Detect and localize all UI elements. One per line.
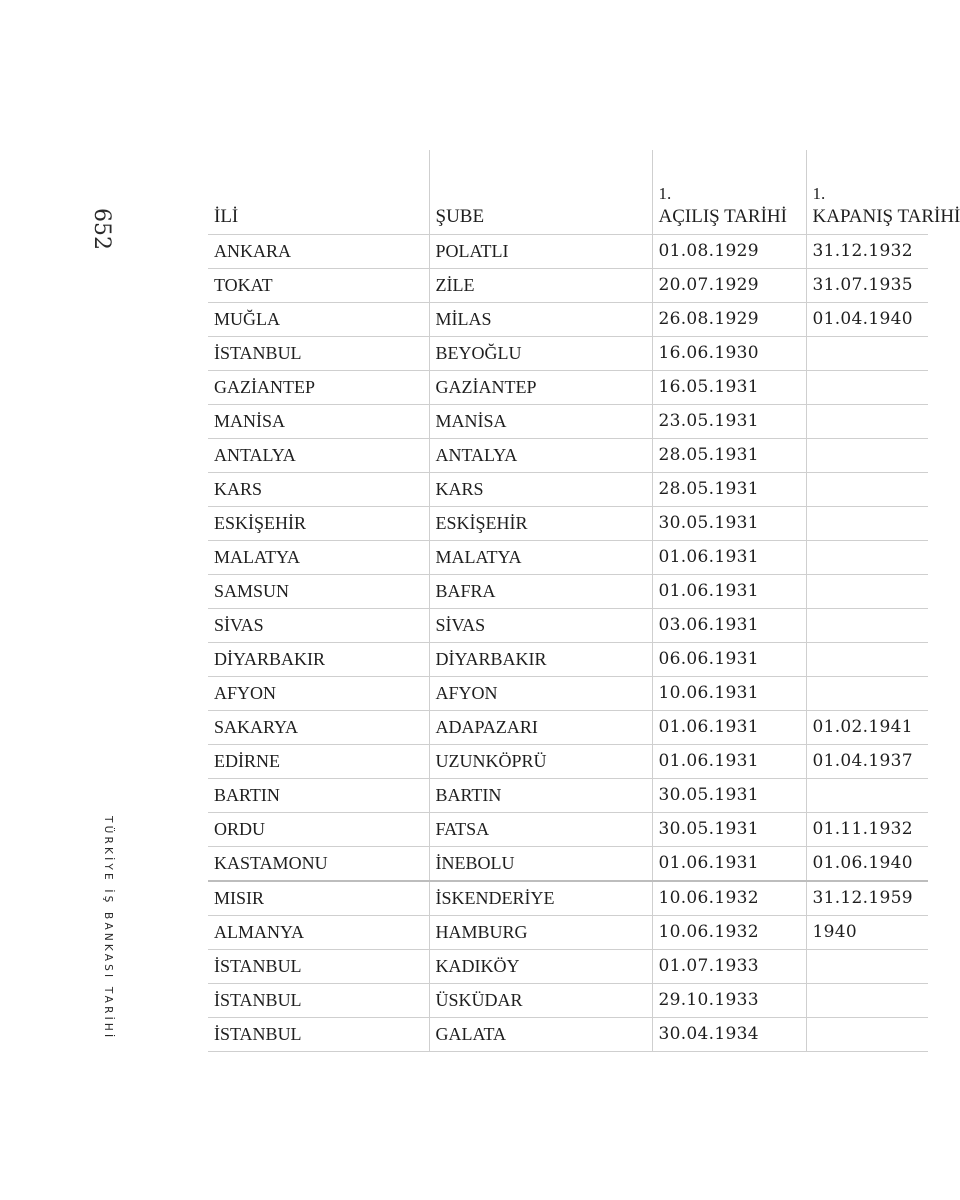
- closing-date-cell: [806, 541, 928, 575]
- header-number: 1.: [812, 184, 826, 203]
- province-cell: ESKİŞEHİR: [208, 507, 429, 541]
- branch-cell: SİVAS: [429, 609, 652, 643]
- province-cell: İSTANBUL: [208, 337, 429, 371]
- opening-date-cell: 26.08.1929: [652, 303, 806, 337]
- province-cell: EDİRNE: [208, 745, 429, 779]
- branch-cell: ESKİŞEHİR: [429, 507, 652, 541]
- table-row: [208, 371, 928, 405]
- table-row: [208, 337, 928, 371]
- table-row: [208, 847, 928, 882]
- header-closing-date: [806, 150, 960, 235]
- opening-date-cell: 30.05.1931: [652, 507, 806, 541]
- closing-date-cell: [806, 507, 928, 541]
- branch-cell: ÜSKÜDAR: [429, 984, 652, 1018]
- table-row: [208, 541, 928, 575]
- opening-date-cell: 10.06.1931: [652, 677, 806, 711]
- province-cell: ANTALYA: [208, 439, 429, 473]
- closing-date-cell: [806, 950, 928, 984]
- opening-date-cell: 28.05.1931: [652, 439, 806, 473]
- province-cell: GAZİANTEP: [208, 371, 429, 405]
- table-header: [208, 150, 960, 235]
- table-row: [208, 779, 928, 813]
- province-cell: SAMSUN: [208, 575, 429, 609]
- table-row: [208, 643, 928, 677]
- header-row: [208, 150, 928, 235]
- table-row: [208, 303, 928, 337]
- table-row: [208, 881, 928, 916]
- opening-date-cell: 06.06.1931: [652, 643, 806, 677]
- province-cell: BARTIN: [208, 779, 429, 813]
- table-row: [208, 950, 928, 984]
- table-body: [208, 235, 928, 1052]
- table-row: [208, 916, 928, 950]
- running-title: TÜRKİYE İŞ BANKASI TARİHİ: [102, 816, 114, 1041]
- closing-date-cell: [806, 405, 928, 439]
- branch-cell: İNEBOLU: [429, 847, 652, 882]
- table-row: [208, 473, 928, 507]
- table-row: [208, 1018, 928, 1052]
- closing-date-cell: [806, 337, 928, 371]
- header-number: 1.: [658, 184, 672, 203]
- table-row: [208, 575, 928, 609]
- closing-date-cell: [806, 779, 928, 813]
- province-cell: İSTANBUL: [208, 1018, 429, 1052]
- opening-date-cell: 01.06.1931: [652, 745, 806, 779]
- table-row: [208, 745, 928, 779]
- table-row: [208, 813, 928, 847]
- closing-date-cell: 31.12.1959: [806, 881, 928, 916]
- header-opening-date: [652, 150, 806, 235]
- province-cell: SAKARYA: [208, 711, 429, 745]
- closing-date-cell: [806, 575, 928, 609]
- branch-cell: BEYOĞLU: [429, 337, 652, 371]
- branch-cell: FATSA: [429, 813, 652, 847]
- table-row: [208, 609, 928, 643]
- province-cell: MANİSA: [208, 405, 429, 439]
- header-label: ŞUBE: [435, 206, 485, 227]
- branch-cell: DİYARBAKIR: [429, 643, 652, 677]
- province-cell: AFYON: [208, 677, 429, 711]
- branch-table: [208, 150, 960, 1052]
- closing-date-cell: 01.04.1940: [806, 303, 928, 337]
- opening-date-cell: 23.05.1931: [652, 405, 806, 439]
- branch-cell: POLATLI: [429, 235, 652, 269]
- opening-date-cell: 01.07.1933: [652, 950, 806, 984]
- opening-date-cell: 01.06.1931: [652, 847, 806, 882]
- province-cell: İSTANBUL: [208, 984, 429, 1018]
- header-label: KAPANIŞ TARİHİ: [812, 206, 960, 227]
- opening-date-cell: 01.06.1931: [652, 575, 806, 609]
- closing-date-cell: 01.11.1932: [806, 813, 928, 847]
- closing-date-cell: [806, 1018, 928, 1052]
- closing-date-cell: [806, 643, 928, 677]
- opening-date-cell: 01.06.1931: [652, 541, 806, 575]
- province-cell: İSTANBUL: [208, 950, 429, 984]
- table-row: [208, 711, 928, 745]
- table-row: [208, 439, 928, 473]
- province-cell: ALMANYA: [208, 916, 429, 950]
- closing-date-cell: 1940: [806, 916, 928, 950]
- closing-date-cell: [806, 439, 928, 473]
- province-cell: KARS: [208, 473, 429, 507]
- branch-cell: UZUNKÖPRÜ: [429, 745, 652, 779]
- province-cell: ANKARA: [208, 235, 429, 269]
- header-label: AÇILIŞ TARİHİ: [658, 206, 787, 227]
- branch-cell: MALATYA: [429, 541, 652, 575]
- opening-date-cell: 20.07.1929: [652, 269, 806, 303]
- closing-date-cell: [806, 371, 928, 405]
- opening-date-cell: 01.08.1929: [652, 235, 806, 269]
- opening-date-cell: 01.06.1931: [652, 711, 806, 745]
- branch-cell: BARTIN: [429, 779, 652, 813]
- province-cell: MALATYA: [208, 541, 429, 575]
- header-province: [208, 150, 429, 235]
- branch-cell: ZİLE: [429, 269, 652, 303]
- page-number: 652: [89, 208, 114, 250]
- header-branch: [429, 150, 652, 235]
- province-cell: ORDU: [208, 813, 429, 847]
- header-label: İLİ: [214, 206, 239, 227]
- opening-date-cell: 29.10.1933: [652, 984, 806, 1018]
- opening-date-cell: 30.05.1931: [652, 813, 806, 847]
- opening-date-cell: 16.06.1930: [652, 337, 806, 371]
- table-row: [208, 269, 928, 303]
- table-row: [208, 507, 928, 541]
- table-row: [208, 235, 928, 269]
- branch-cell: ADAPAZARI: [429, 711, 652, 745]
- closing-date-cell: [806, 984, 928, 1018]
- province-cell: DİYARBAKIR: [208, 643, 429, 677]
- branch-cell: AFYON: [429, 677, 652, 711]
- branch-cell: GALATA: [429, 1018, 652, 1052]
- province-cell: MISIR: [208, 881, 429, 916]
- table-row: [208, 984, 928, 1018]
- province-cell: TOKAT: [208, 269, 429, 303]
- closing-date-cell: [806, 609, 928, 643]
- branch-cell: KARS: [429, 473, 652, 507]
- branch-cell: ANTALYA: [429, 439, 652, 473]
- opening-date-cell: 10.06.1932: [652, 881, 806, 916]
- closing-date-cell: 01.02.1941: [806, 711, 928, 745]
- opening-date-cell: 03.06.1931: [652, 609, 806, 643]
- branch-cell: HAMBURG: [429, 916, 652, 950]
- closing-date-cell: 31.07.1935: [806, 269, 928, 303]
- table-row: [208, 405, 928, 439]
- table-row: [208, 677, 928, 711]
- branch-cell: KADIKÖY: [429, 950, 652, 984]
- closing-date-cell: 01.04.1937: [806, 745, 928, 779]
- opening-date-cell: 30.05.1931: [652, 779, 806, 813]
- branch-cell: BAFRA: [429, 575, 652, 609]
- closing-date-cell: 01.06.1940: [806, 847, 928, 882]
- branch-cell: MİLAS: [429, 303, 652, 337]
- opening-date-cell: 10.06.1932: [652, 916, 806, 950]
- branch-cell: GAZİANTEP: [429, 371, 652, 405]
- province-cell: SİVAS: [208, 609, 429, 643]
- closing-date-cell: 31.12.1932: [806, 235, 928, 269]
- closing-date-cell: [806, 473, 928, 507]
- opening-date-cell: 30.04.1934: [652, 1018, 806, 1052]
- opening-date-cell: 16.05.1931: [652, 371, 806, 405]
- branch-cell: MANİSA: [429, 405, 652, 439]
- branch-cell: İSKENDERİYE: [429, 881, 652, 916]
- closing-date-cell: [806, 677, 928, 711]
- province-cell: KASTAMONU: [208, 847, 429, 882]
- province-cell: MUĞLA: [208, 303, 429, 337]
- opening-date-cell: 28.05.1931: [652, 473, 806, 507]
